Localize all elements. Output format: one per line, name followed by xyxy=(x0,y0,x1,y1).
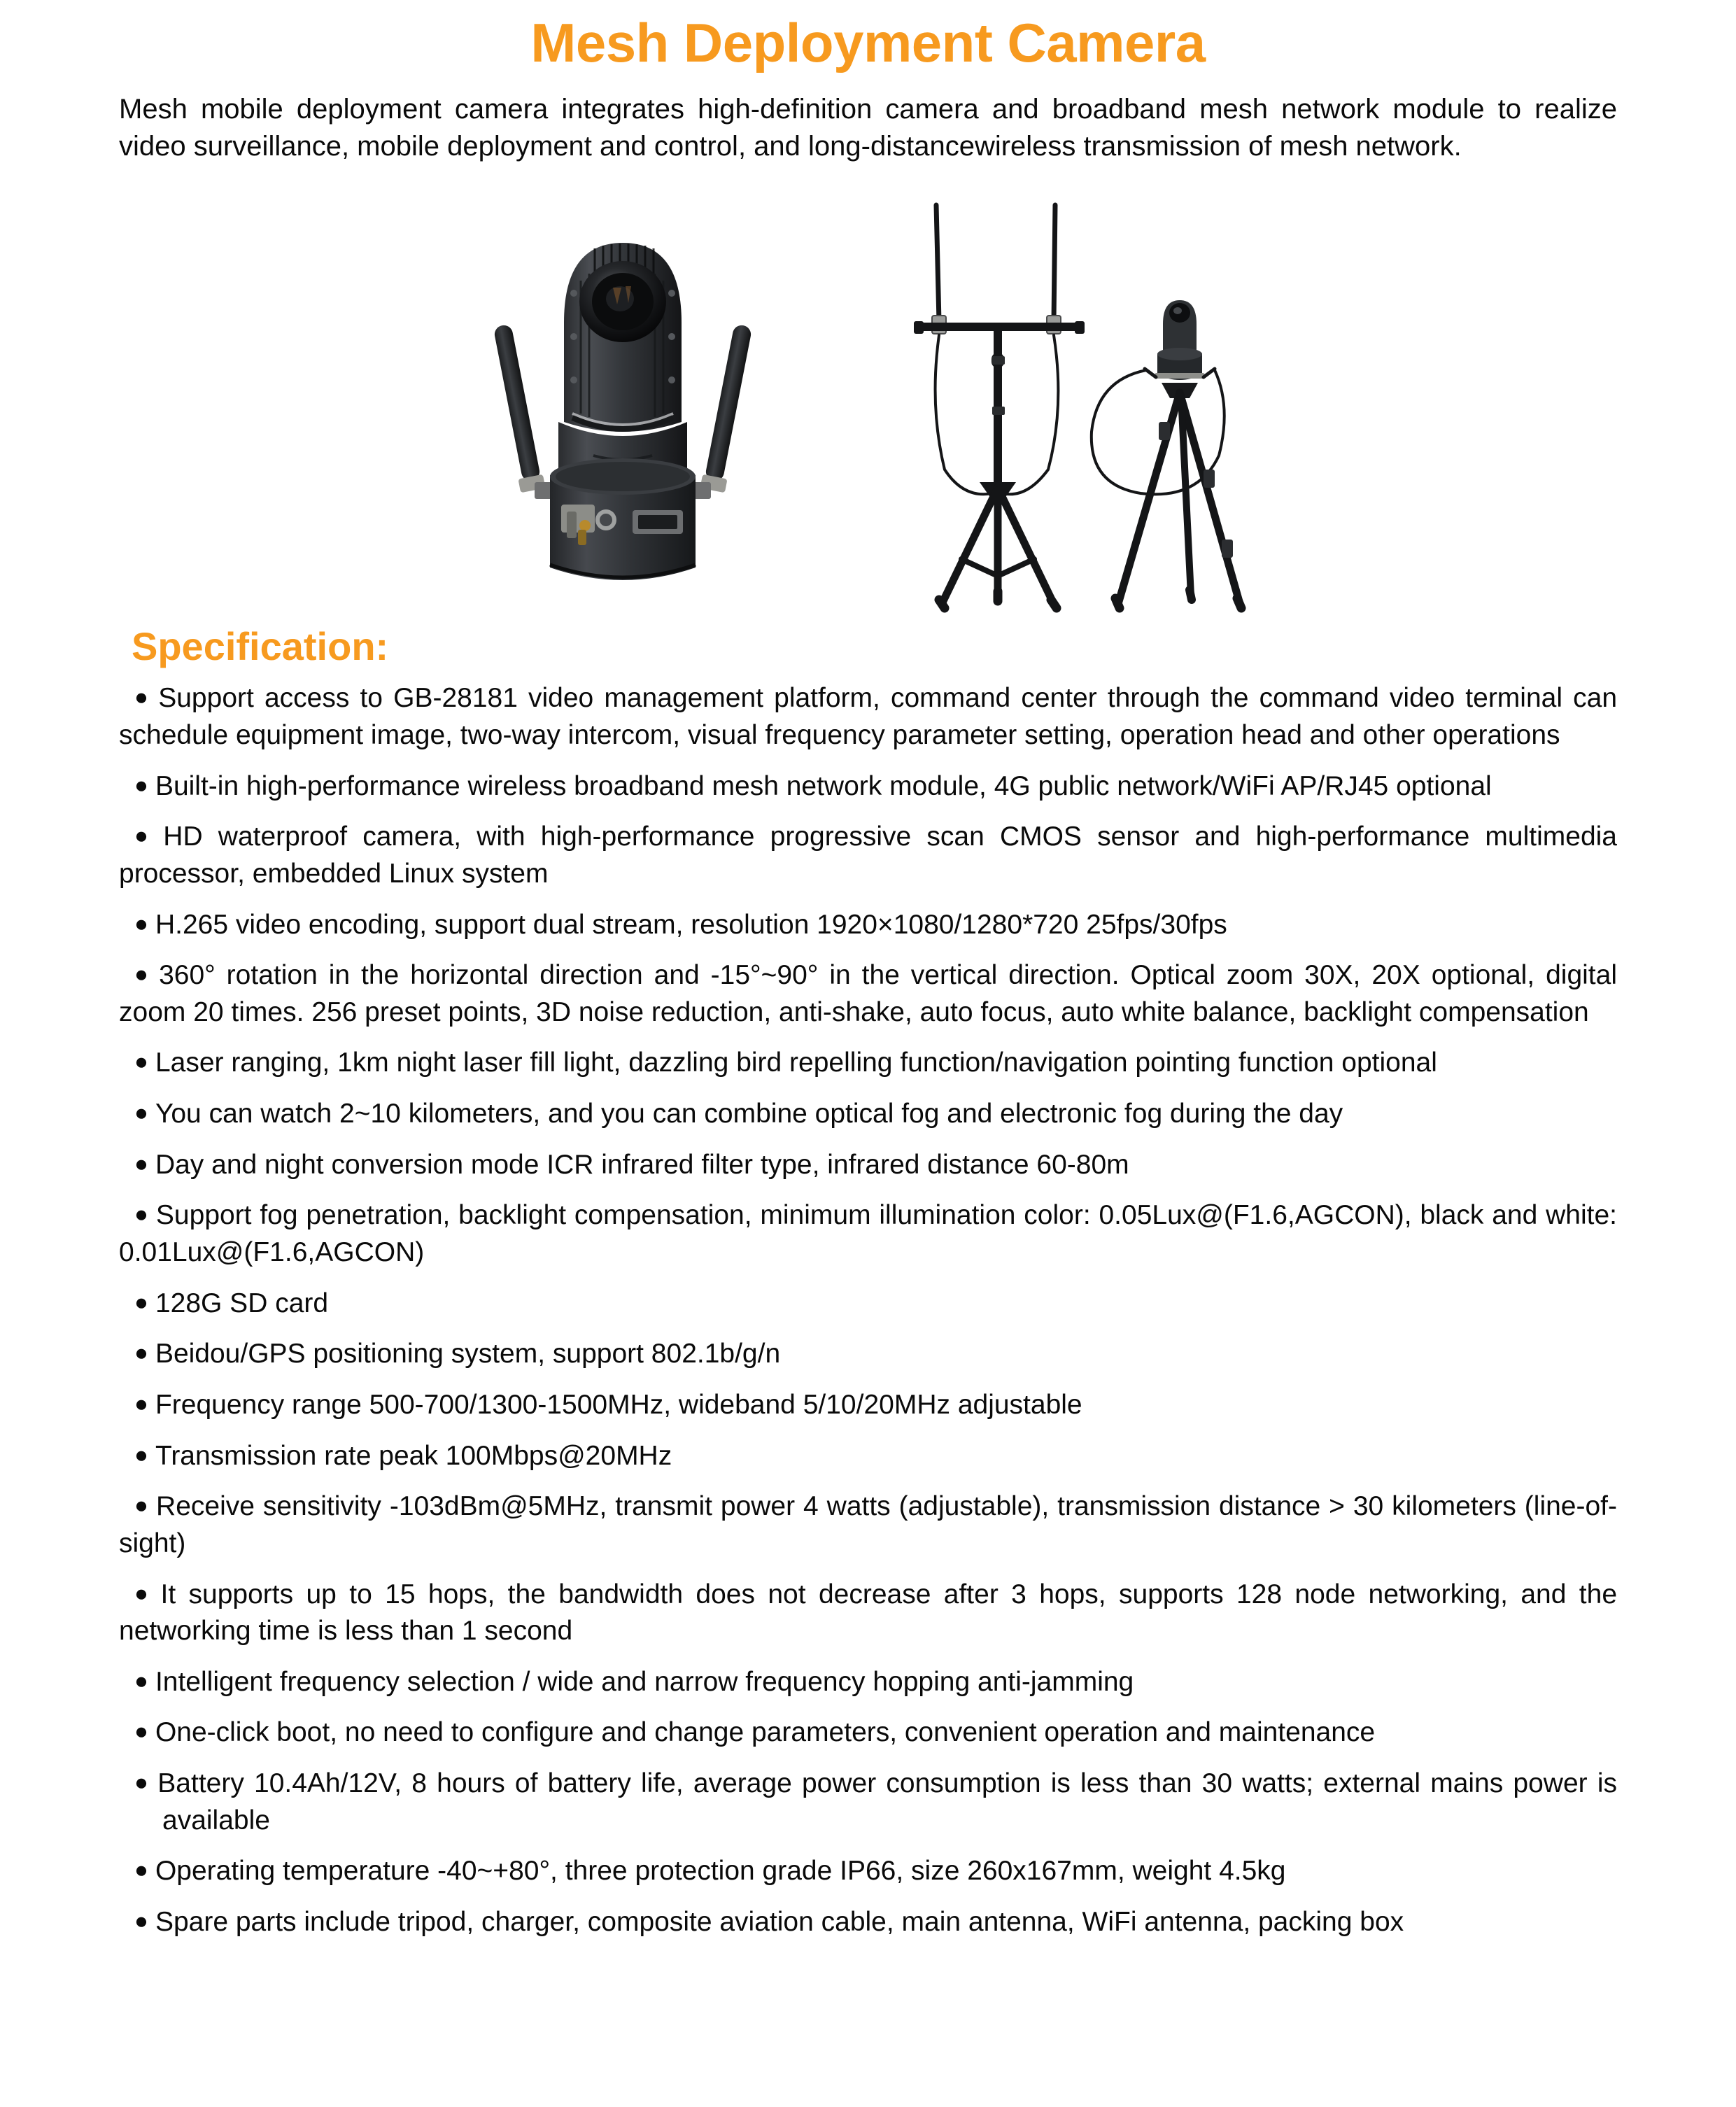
bullet-icon: ● xyxy=(134,1150,148,1176)
spec-item-text: 128G SD card xyxy=(155,1288,329,1318)
spec-item-text: Frequency range 500-700/1300-1500MHz, wideband 5/10/20MHz adjustable xyxy=(155,1389,1082,1420)
bullet-icon: ● xyxy=(134,910,148,936)
spec-list-item xyxy=(119,1438,1617,1475)
spec-list-item xyxy=(119,1147,1617,1184)
spec-item-text: Receive sensitivity -103dBm@5MHz, transmit power 4 watts (adjustable), transmission distance > 30 kilometers (line-of-sight) xyxy=(119,1491,1618,1558)
spec-list-item xyxy=(119,1336,1617,1373)
spec-list-item xyxy=(119,1904,1617,1941)
bullet-icon: ● xyxy=(134,1441,148,1467)
spec-item-text: Support fog penetration, backlight compensation, minimum illumination color: 0.05Lux@(F1.6,AGCON), black and white: 0.01Lux@(F1.6,AGCON) xyxy=(119,1200,1617,1268)
spec-list-item xyxy=(119,819,1617,892)
spec-item-text: Intelligent frequency selection / wide and narrow frequency hopping anti-jamming xyxy=(155,1666,1134,1697)
page-title: Mesh Deployment Camera xyxy=(530,12,1206,73)
right-antenna-icon xyxy=(693,323,752,498)
product-figures xyxy=(119,176,1617,616)
spec-item-text: Beidou/GPS positioning system, support 802.1b/g/n xyxy=(155,1339,781,1369)
bullet-icon: ● xyxy=(134,1579,154,1606)
spec-list-item xyxy=(119,1045,1617,1082)
antenna-mast-tripod-icon xyxy=(875,176,1266,616)
spec-list-item xyxy=(119,1387,1617,1424)
spec-item-text: Built-in high-performance wireless broadband mesh network module, 4G public network/WiFi AP/RJ45 optional xyxy=(155,770,1492,801)
spec-item-text: Support access to GB-28181 video management platform, command center through the command video terminal can schedule equipment image, two-way intercom, visual frequency parameter setting, operation head and other operations xyxy=(119,683,1618,750)
bullet-icon: ● xyxy=(134,684,152,710)
spec-item-text: Laser ranging, 1km night laser fill light, dazzling bird repelling function/navigation pointing function optional xyxy=(155,1048,1437,1078)
spec-list-item xyxy=(119,1285,1617,1323)
spec-list-item xyxy=(119,1714,1617,1752)
camera-figure xyxy=(483,176,763,616)
spec-item-text: Spare parts include tripod, charger, composite aviation cable, main antenna, WiFi antenna, packing box xyxy=(155,1906,1404,1937)
left-antenna-icon xyxy=(493,323,553,498)
spec-item-text: HD waterproof camera, with high-performance progressive scan CMOS sensor and high-performance multimedia processor, embedded Linux system xyxy=(119,822,1617,889)
tripod-figure xyxy=(875,176,1266,616)
camera-head-icon xyxy=(564,243,682,432)
bullet-icon: ● xyxy=(134,771,148,798)
specification-list xyxy=(119,680,1617,1940)
spec-list-item xyxy=(119,1488,1617,1562)
spec-list-item xyxy=(119,768,1617,805)
bullet-icon: ● xyxy=(134,1718,148,1745)
spec-list-item xyxy=(119,1664,1617,1701)
spec-list-item xyxy=(119,1197,1617,1271)
bullet-icon: ● xyxy=(134,1390,148,1416)
spec-list-item xyxy=(119,957,1617,1031)
spec-list-item xyxy=(119,1766,1617,1839)
spec-item-text: Transmission rate peak 100Mbps@20MHz xyxy=(155,1440,672,1471)
spec-item-text: Battery 10.4Ah/12V, 8 hours of battery life, average power consumption is less than 30 watts; external mains power is available xyxy=(157,1768,1617,1835)
spec-item-text: You can watch 2~10 kilometers, and you can combine optical fog and electronic fog during the day xyxy=(155,1099,1343,1129)
spec-item-text: Operating temperature -40~+80°, three protection grade IP66, size 260x167mm, weight 4.5kg xyxy=(155,1856,1286,1887)
spec-item-text: Day and night conversion mode ICR infrared filter type, infrared distance 60-80m xyxy=(155,1149,1129,1180)
bullet-icon: ● xyxy=(134,1856,148,1883)
spec-item-text: 360° rotation in the horizontal direction and -15°~90° in the vertical direction. Optical zoom 30X, 20X optional, digital zoom 20 times. 256 preset points, 3D noise reduction, anti-shake, auto focus, auto white balance, backlight compensation xyxy=(119,960,1617,1027)
bullet-icon: ● xyxy=(134,1907,148,1933)
spec-list-item xyxy=(119,907,1617,944)
intro-paragraph: Mesh mobile deployment camera integrates high-definition camera and broadband mesh network module to realize video surveillance, mobile deployment and control, and long-distancewireless transmission of mesh network. xyxy=(119,93,1617,162)
bullet-icon: ● xyxy=(134,1201,149,1227)
bullet-icon: ● xyxy=(134,1667,148,1693)
specification-heading: Specification: xyxy=(132,623,389,668)
spec-list-item xyxy=(119,1853,1617,1890)
bullet-icon: ● xyxy=(134,1769,151,1796)
bullet-icon: ● xyxy=(134,1048,148,1075)
bullet-icon: ● xyxy=(134,822,157,849)
spec-item-text: It supports up to 15 hops, the bandwidth does not decrease after 3 hops, supports 128 node networking, and the networking time is less than 1 second xyxy=(119,1579,1618,1647)
mesh-deployment-camera-icon xyxy=(483,176,763,616)
spec-list-item xyxy=(119,680,1617,754)
bullet-icon: ● xyxy=(134,1339,148,1366)
spec-list-item xyxy=(119,1577,1617,1650)
spec-list-item xyxy=(119,1096,1617,1133)
spec-item-text: H.265 video encoding, support dual stream, resolution 1920×1080/1280*720 25fps/30fps xyxy=(155,909,1227,940)
bullet-icon: ● xyxy=(134,1099,148,1126)
camera-base-icon xyxy=(550,458,696,580)
bullet-icon: ● xyxy=(134,1288,148,1315)
spec-item-text: One-click boot, no need to configure and change parameters, convenient operation and maintenance xyxy=(155,1717,1376,1748)
bullet-icon: ● xyxy=(134,1492,150,1518)
bullet-icon: ● xyxy=(134,961,153,987)
